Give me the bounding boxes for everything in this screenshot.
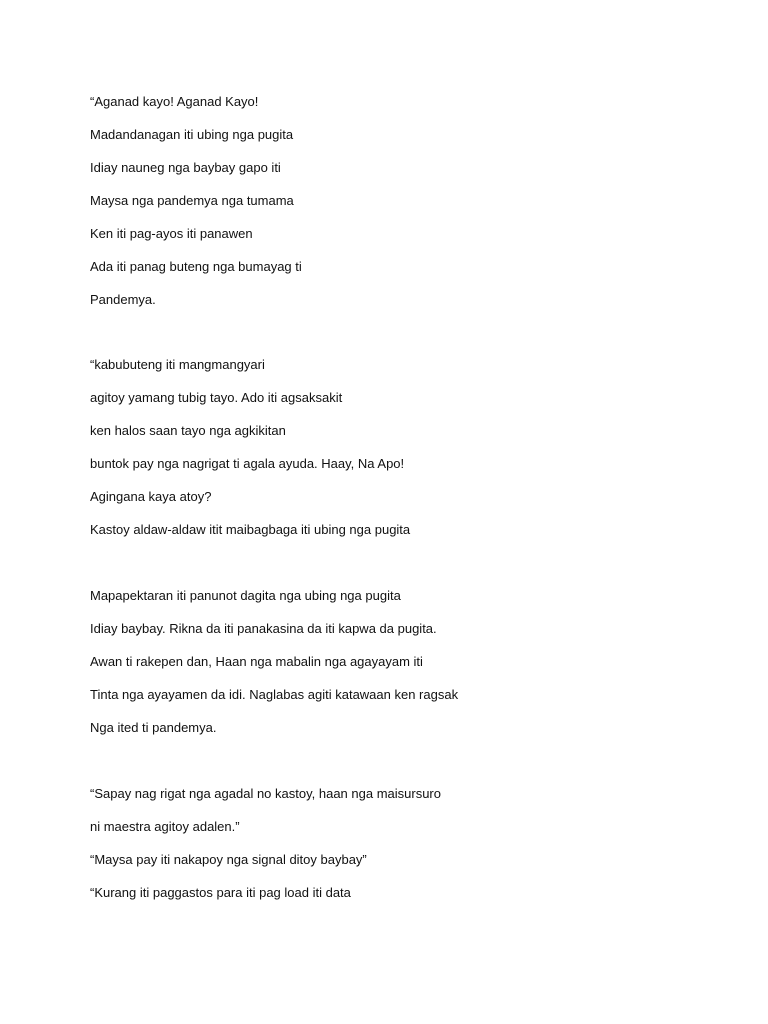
- poem-line: agitoy yamang tubig tayo. Ado iti agsaksakit: [90, 390, 343, 405]
- poem-line: Kastoy aldaw-aldaw itit maibagbaga iti ubing nga pugita: [90, 522, 411, 537]
- poem-line: Nga ited ti pandemya.: [90, 720, 217, 735]
- poem-line: Idiay nauneg nga baybay gapo iti: [90, 160, 281, 175]
- poem-line: Tinta nga ayayamen da idi. Naglabas agiti katawaan ken ragsak: [90, 687, 459, 702]
- poem-line: ken halos saan tayo nga agkikitan: [90, 423, 286, 438]
- poem-line: “kabubuteng iti mangmangyari: [90, 357, 265, 372]
- poem-line: Idiay baybay. Rikna da iti panakasina da iti kapwa da pugita.: [90, 621, 437, 636]
- poem-line: Ada iti panag buteng nga bumayag ti: [90, 259, 302, 274]
- poem-line: Mapapektaran iti panunot dagita nga ubing nga pugita: [90, 588, 401, 603]
- poem-line: Agingana kaya atoy?: [90, 489, 212, 504]
- poem-line: ni maestra agitoy adalen.”: [90, 819, 240, 834]
- poem-line: buntok pay nga nagrigat ti agala ayuda. Haay, Na Apo!: [90, 456, 405, 471]
- poem-line: “Maysa pay iti nakapoy nga signal ditoy baybay”: [90, 852, 367, 867]
- poem-line: Ken iti pag-ayos iti panawen: [90, 226, 253, 241]
- poem-line: “Aganad kayo! Aganad Kayo!: [90, 94, 259, 109]
- poem-line: “Sapay nag rigat nga agadal no kastoy, haan nga maisursuro: [90, 786, 441, 801]
- poem-line: Pandemya.: [90, 292, 156, 307]
- poem-line: Maysa nga pandemya nga tumama: [90, 193, 294, 208]
- poem-line: Madandanagan iti ubing nga pugita: [90, 127, 294, 142]
- poem-line: “Kurang iti paggastos para iti pag load iti data: [90, 885, 351, 900]
- poem-line: Awan ti rakepen dan, Haan nga mabalin nga agayayam iti: [90, 654, 423, 669]
